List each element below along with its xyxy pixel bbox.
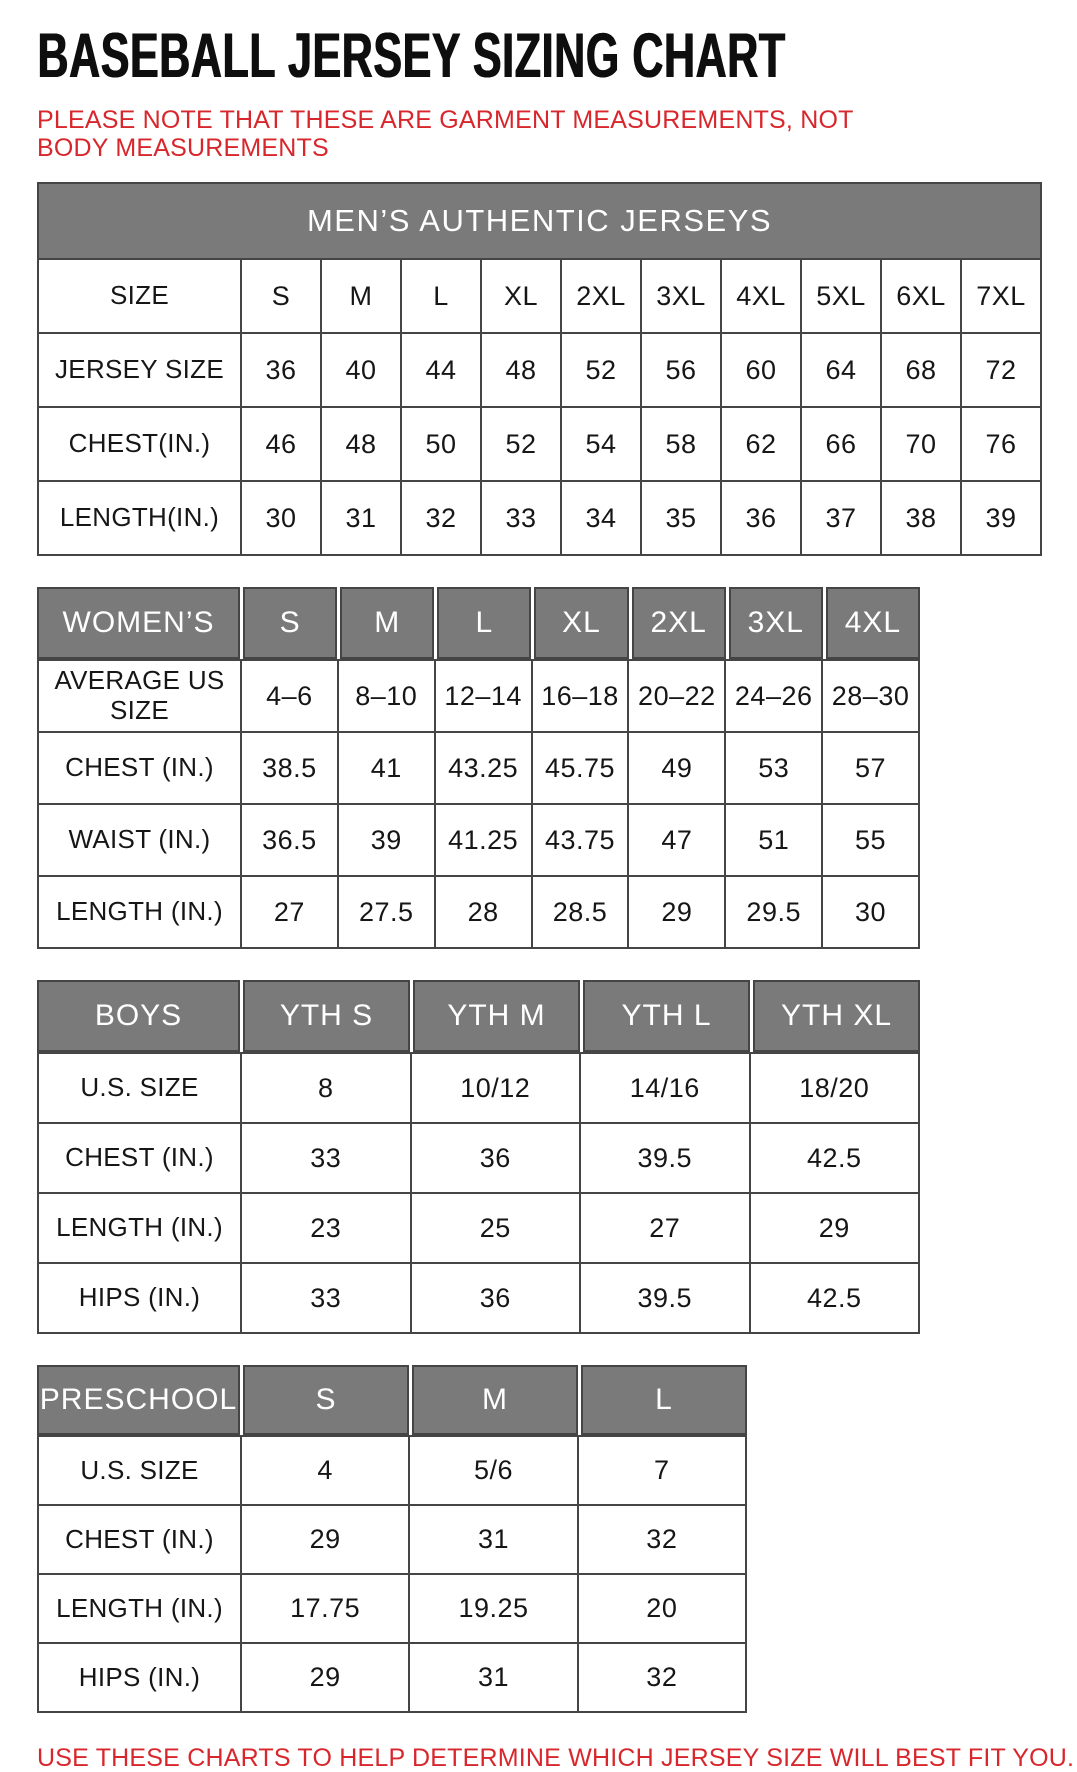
size-header-cell: 3XL [729,587,823,659]
value-cell: 24–26 [726,661,823,733]
value-cell: 33 [242,1264,412,1334]
value-cell: 4 [242,1437,410,1506]
value-cell: 64 [802,334,882,408]
value-cell: 16–18 [533,661,630,733]
value-cell: 32 [579,1644,747,1713]
value-cell: 30 [823,877,920,949]
row-label: CHEST(IN.) [39,408,242,482]
size-header-cell: 2XL [632,587,726,659]
value-cell: 33 [242,1124,412,1194]
value-cell: 20 [579,1575,747,1644]
value-cell: 28 [436,877,533,949]
boys-grid [37,1052,920,1334]
size-header-cell: S [243,587,337,659]
row-label: HIPS (IN.) [39,1264,242,1334]
value-cell: 3XL [642,260,722,334]
value-cell: 51 [726,805,823,877]
boys-header-row [37,980,920,1052]
value-cell: 7 [579,1437,747,1506]
value-cell: 36.5 [242,805,339,877]
value-cell: M [322,260,402,334]
value-cell: 32 [579,1506,747,1575]
value-cell: 62 [722,408,802,482]
value-cell: 49 [629,733,726,805]
value-cell: 33 [482,482,562,556]
value-cell: 28.5 [533,877,630,949]
value-cell: 27 [242,877,339,949]
size-header-cell: L [581,1365,747,1435]
mens-grid [37,258,1042,556]
mens-table [37,182,1042,556]
value-cell: 41.25 [436,805,533,877]
value-cell: 30 [242,482,322,556]
value-cell: 18/20 [751,1054,921,1124]
value-cell: 38 [882,482,962,556]
value-cell: 29 [242,1644,410,1713]
value-cell: 4–6 [242,661,339,733]
value-cell: 42.5 [751,1124,921,1194]
row-label: U.S. SIZE [39,1437,242,1506]
tables-container [37,182,1077,1713]
value-cell: 29 [751,1194,921,1264]
preschool-header-row [37,1365,747,1435]
value-cell: 31 [410,1506,578,1575]
value-cell: 36 [242,334,322,408]
size-header-cell: S [243,1365,409,1435]
womens-grid [37,659,920,949]
value-cell: 47 [629,805,726,877]
value-cell: 44 [402,334,482,408]
value-cell: 42.5 [751,1264,921,1334]
womens-table [37,587,920,949]
size-header-cell: XL [534,587,628,659]
row-label: AVERAGE US SIZE [39,661,242,733]
value-cell: 28–30 [823,661,920,733]
value-cell: 72 [962,334,1042,408]
value-cell: 5XL [802,260,882,334]
size-header-cell: M [412,1365,578,1435]
value-cell: 52 [562,334,642,408]
value-cell: 39.5 [581,1124,751,1194]
value-cell: 54 [562,408,642,482]
value-cell: 53 [726,733,823,805]
value-cell: 46 [242,408,322,482]
value-cell: 12–14 [436,661,533,733]
row-label: HIPS (IN.) [39,1644,242,1713]
value-cell: 2XL [562,260,642,334]
row-label: JERSEY SIZE [39,334,242,408]
value-cell: 29 [242,1506,410,1575]
row-label: CHEST (IN.) [39,1506,242,1575]
value-cell: 5/6 [410,1437,578,1506]
value-cell: 7XL [962,260,1042,334]
value-cell: 48 [322,408,402,482]
size-header-cell: 4XL [826,587,920,659]
value-cell: 35 [642,482,722,556]
size-header-cell: YTH S [243,980,410,1052]
womens-header-label: WOMEN’S [37,587,240,659]
value-cell: 20–22 [629,661,726,733]
value-cell: 36 [412,1124,582,1194]
value-cell: 57 [823,733,920,805]
boys-table [37,980,920,1334]
footer-note: USE THESE CHARTS TO HELP DETERMINE WHICH JERSEY SIZE WILL BEST FIT YOU. [37,1744,1075,1772]
row-label: LENGTH (IN.) [39,877,242,949]
size-header-cell: YTH M [413,980,580,1052]
value-cell: 10/12 [412,1054,582,1124]
womens-header-row [37,587,920,659]
mens-banner: MEN’S AUTHENTIC JERSEYS [37,182,1042,258]
size-header-cell: L [437,587,531,659]
value-cell: 37 [802,482,882,556]
page-title-text: BASEBALL JERSEY SIZING CHART [37,21,786,91]
value-cell: 8 [242,1054,412,1124]
boys-header-label: BOYS [37,980,240,1052]
size-header-cell: YTH L [583,980,750,1052]
row-label: CHEST (IN.) [39,1124,242,1194]
value-cell: 45.75 [533,733,630,805]
row-label: SIZE [39,260,242,334]
value-cell: L [402,260,482,334]
value-cell: 39 [962,482,1042,556]
value-cell: 41 [339,733,436,805]
row-label: LENGTH(IN.) [39,482,242,556]
size-header-cell: YTH XL [753,980,920,1052]
value-cell: 27 [581,1194,751,1264]
row-label: LENGTH (IN.) [39,1194,242,1264]
value-cell: 4XL [722,260,802,334]
value-cell: 60 [722,334,802,408]
value-cell: 68 [882,334,962,408]
value-cell: 76 [962,408,1042,482]
value-cell: 55 [823,805,920,877]
value-cell: 31 [322,482,402,556]
value-cell: 17.75 [242,1575,410,1644]
value-cell: 58 [642,408,722,482]
value-cell: 70 [882,408,962,482]
value-cell: 27.5 [339,877,436,949]
value-cell: 8–10 [339,661,436,733]
value-cell: 29.5 [726,877,823,949]
value-cell: 14/16 [581,1054,751,1124]
value-cell: 43.75 [533,805,630,877]
row-label: U.S. SIZE [39,1054,242,1124]
value-cell: 48 [482,334,562,408]
value-cell: 34 [562,482,642,556]
size-header-cell: M [340,587,434,659]
value-cell: 66 [802,408,882,482]
value-cell: 25 [412,1194,582,1264]
value-cell: 50 [402,408,482,482]
row-label: LENGTH (IN.) [39,1575,242,1644]
value-cell: S [242,260,322,334]
value-cell: 6XL [882,260,962,334]
garment-measurements-note: PLEASE NOTE THAT THESE ARE GARMENT MEASUREMENTS, NOT BODY MEASUREMENTS [37,106,854,162]
page-title [37,20,1077,92]
value-cell: 29 [629,877,726,949]
value-cell: XL [482,260,562,334]
value-cell: 36 [412,1264,582,1334]
value-cell: 19.25 [410,1575,578,1644]
row-label: WAIST (IN.) [39,805,242,877]
value-cell: 32 [402,482,482,556]
preschool-table [37,1365,747,1713]
value-cell: 38.5 [242,733,339,805]
value-cell: 39 [339,805,436,877]
preschool-grid [37,1435,747,1713]
value-cell: 31 [410,1644,578,1713]
value-cell: 43.25 [436,733,533,805]
value-cell: 23 [242,1194,412,1264]
value-cell: 52 [482,408,562,482]
value-cell: 39.5 [581,1264,751,1334]
value-cell: 56 [642,334,722,408]
value-cell: 40 [322,334,402,408]
row-label: CHEST (IN.) [39,733,242,805]
preschool-header-label: PRESCHOOL [37,1365,240,1435]
value-cell: 36 [722,482,802,556]
